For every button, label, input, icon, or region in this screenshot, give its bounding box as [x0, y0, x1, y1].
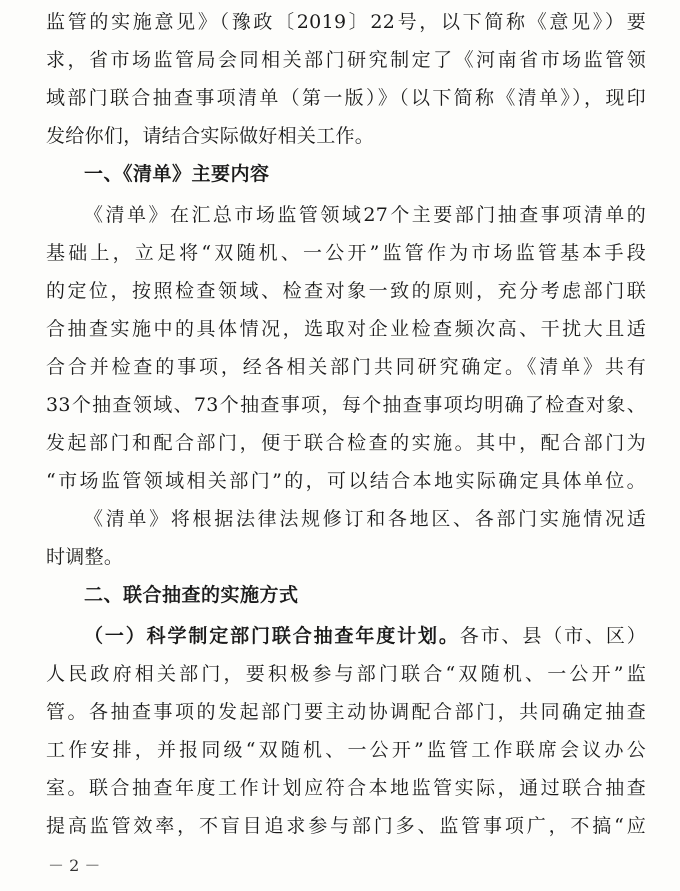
section1-p1-line-8: “市场监管领域相关部门”的，可以结合本地实际确定具体单位。: [46, 470, 646, 492]
section1-p1-line-2: 基础上，立足将“双随机、一公开”监管作为市场监管基本手段: [46, 242, 646, 264]
section1-p1-line-7: 发起部门和配合部门，便于联合检查的实施。其中，配合部门为: [46, 432, 646, 454]
section1-heading: 一、《清单》主要内容: [84, 163, 270, 185]
section2-heading: 二、联合抽查的实施方式: [84, 584, 299, 606]
section1-p1-line-4: 合抽查实施中的具体情况，选取对企业检查频次高、干扰大且适: [46, 318, 646, 340]
intro-line-4: 发给你们，请结合实际做好相关工作。: [46, 125, 375, 147]
section1-p1-line-6: 33个抽查领域、73个抽查事项，每个抽查事项均明确了检查对象、: [46, 394, 646, 416]
section2-item1-line-2: 人民政府相关部门，要积极参与部门联合“双随机、一公开”监: [46, 663, 646, 685]
section1-p2-line-2: 时调整。: [46, 546, 124, 568]
section2-item1-line-4: 工作安排，并报同级“双随机、一公开”监管工作联席会议办公: [46, 739, 646, 761]
section2-item1-line-5: 室。联合抽查年度工作计划应符合本地监管实际，通过联合抽查: [46, 777, 646, 799]
section1-p2-line-1: 《清单》将根据法律法规修订和各地区、各部门实施情况适: [84, 508, 646, 530]
section2-item1-line-3: 管。各抽查事项的发起部门要主动协调配合部门，共同确定抽查: [46, 701, 646, 723]
section2-item1-title: （一）科学制定部门联合抽查年度计划。: [84, 625, 460, 647]
section1-p1-line-1: 《清单》在汇总市场监管领域27个主要部门抽查事项清单的: [84, 204, 646, 226]
section1-p1-line-3: 的定位，按照检查领域、检查对象一致的原则，充分考虑部门联: [46, 280, 646, 302]
intro-line-1: 监管的实施意见》（豫政〔2019〕22号，以下简称《意见》）要: [46, 11, 646, 33]
section2-item1-line-6: 提高监管效率，不盲目追求参与部门多、监管事项广，不搞“应: [46, 815, 646, 837]
section2-item1-line-1: [84, 624, 646, 648]
page-number: － 2 －: [48, 856, 101, 875]
intro-line-3: 域部门联合抽查事项清单（第一版）》（以下简称《清单》），现印: [46, 87, 646, 109]
intro-line-2: 求，省市场监管局会同相关部门研究制定了《河南省市场监管领: [46, 49, 646, 71]
section2-item1-text-start: 各市、县（市、区）: [459, 625, 647, 647]
section1-p1-line-5: 合合并检查的事项，经各相关部门共同研究确定。《清单》共有: [46, 356, 646, 378]
